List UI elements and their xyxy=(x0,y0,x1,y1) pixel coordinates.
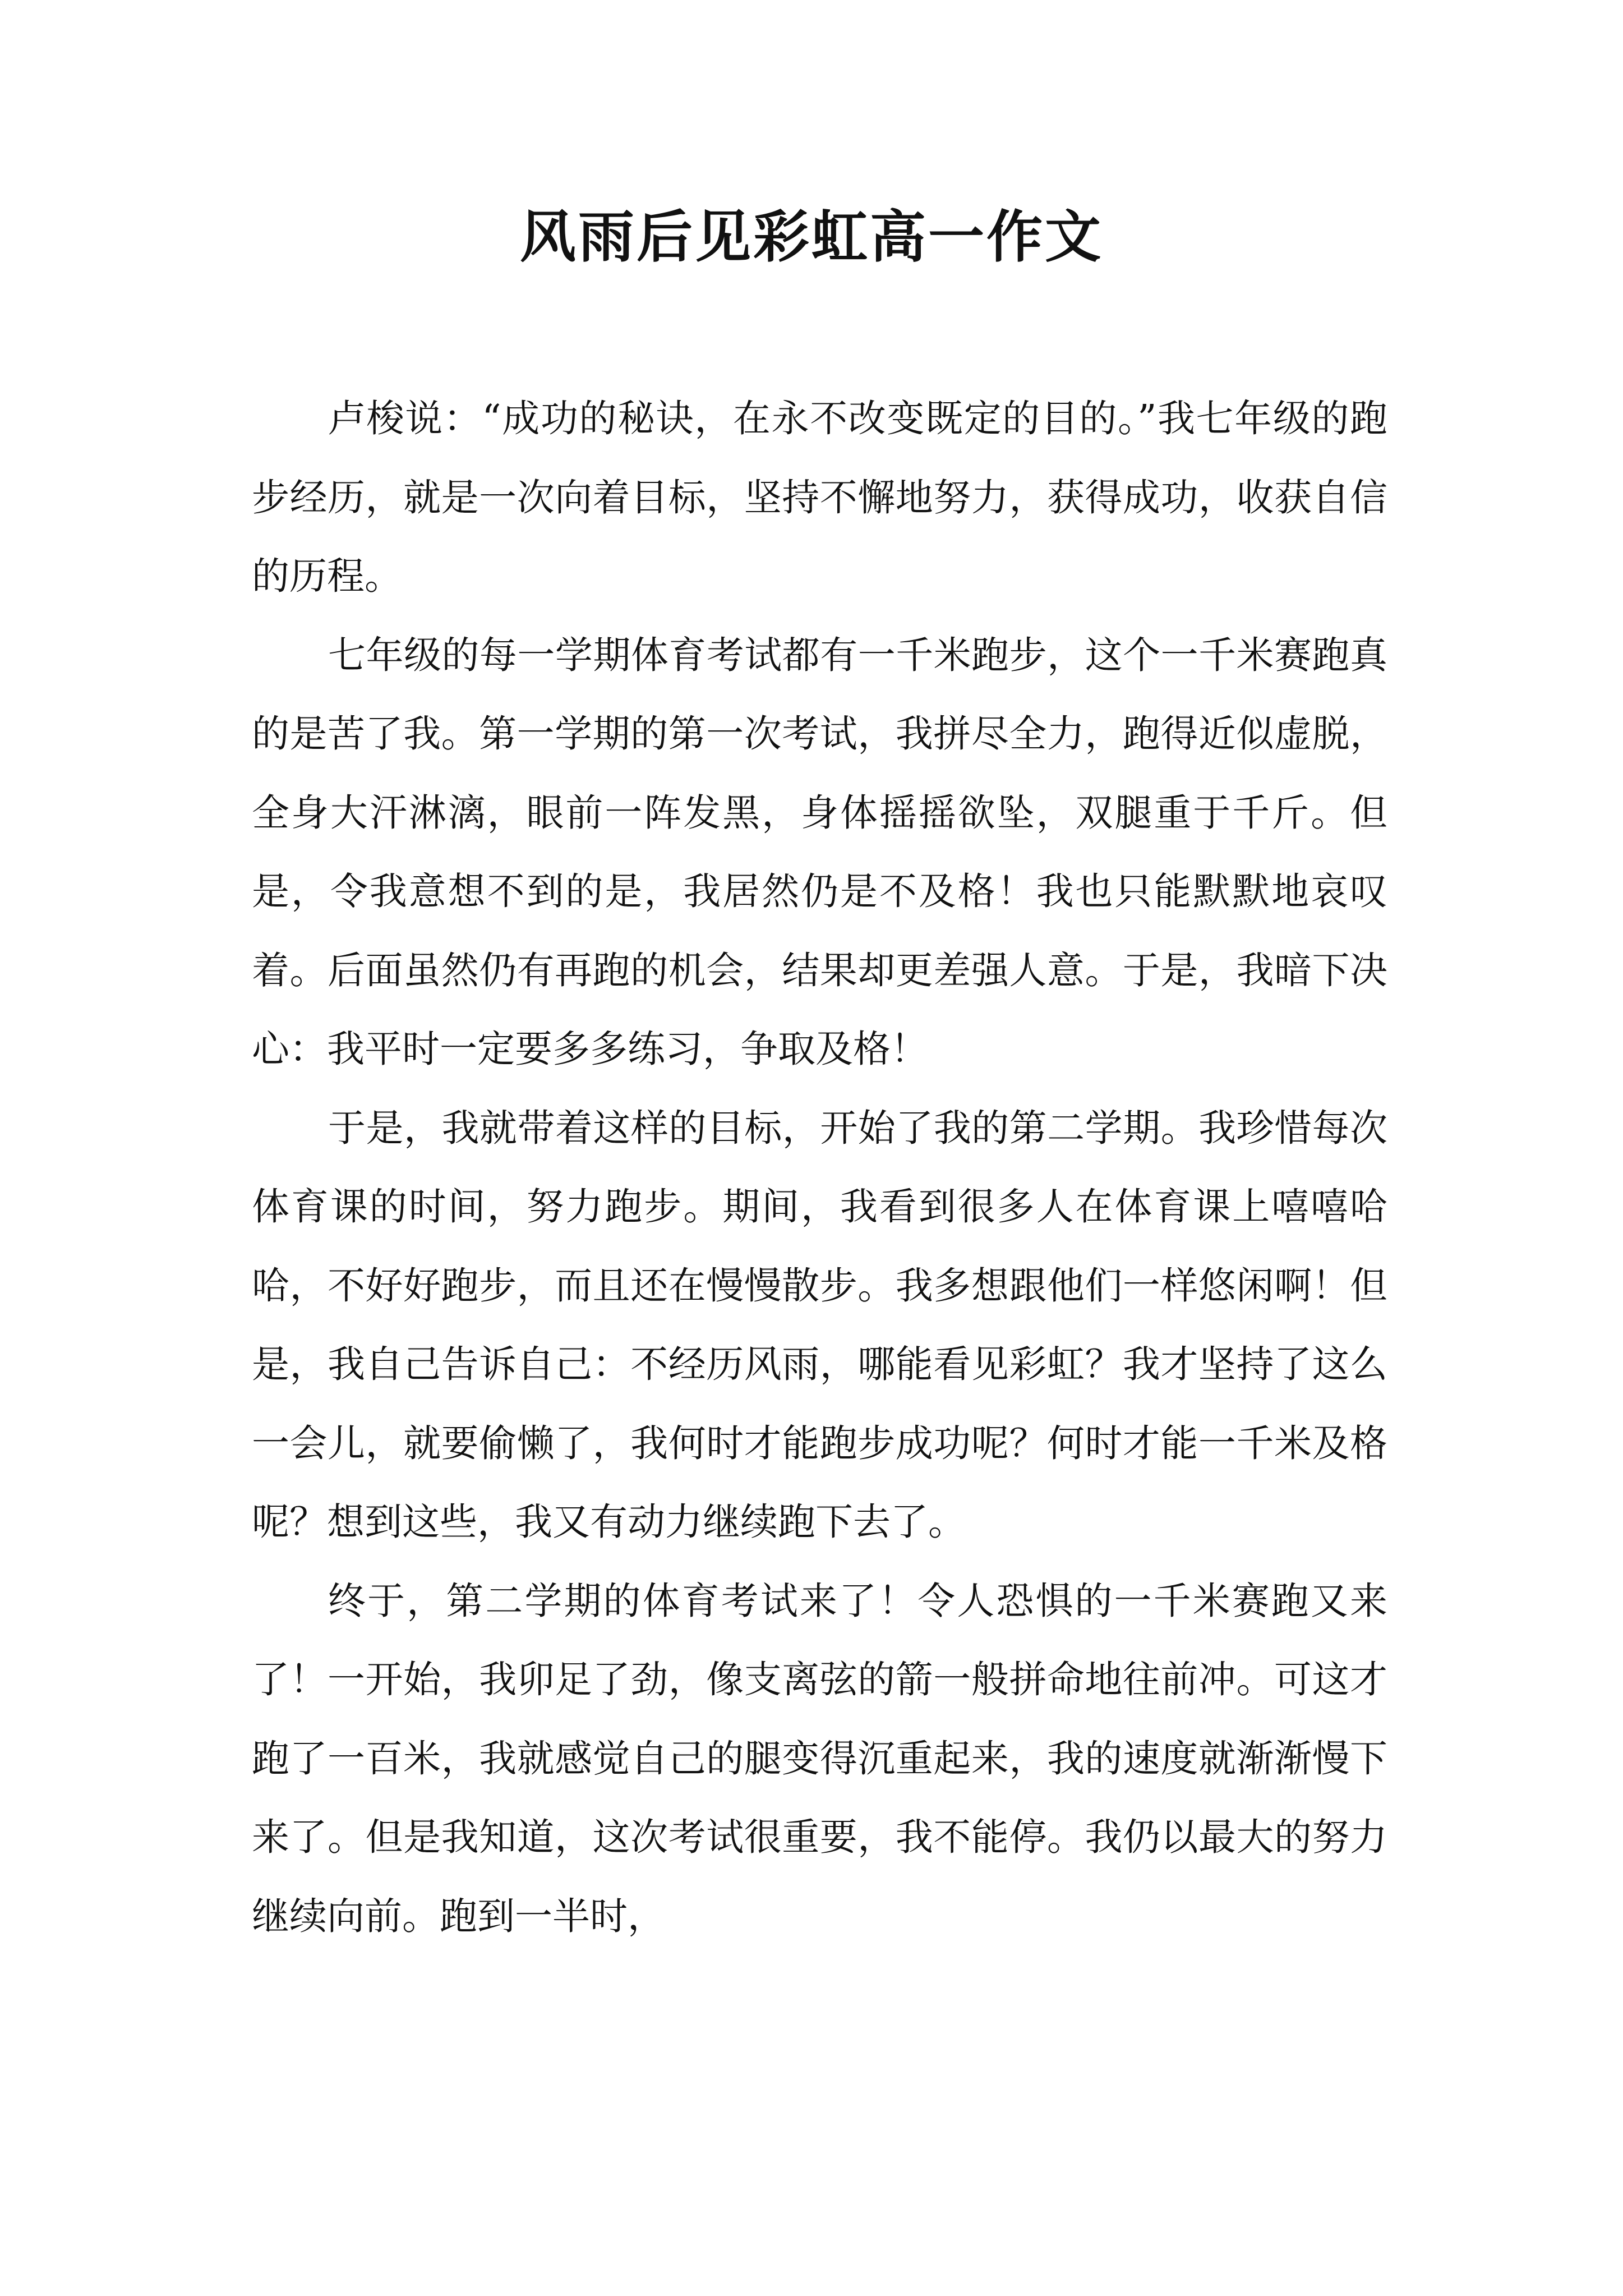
paragraph-1: 卢梭说：“成功的秘诀，在永不改变既定的目的。”我七年级的跑步经历，就是一次向着目标，坚持不懈地努力，获得成功，收获自信的历程。 xyxy=(252,397,1387,598)
document-title: 风雨后见彩虹高一作文 xyxy=(520,204,1103,270)
paragraph-4: 终于，第二学期的体育考试来了！令人恐惧的一千米赛跑又来了！一开始，我卯足了劲，像支离弦的箭一般拼命地往前冲。可这才跑了一百米，我就感觉自己的腿变得沉重起来，我的速度就渐渐慢下来了。但是我知道，这次考试很重要，我不能停。我仍以最大的努力继续向前。跑到一半时， xyxy=(252,1579,1387,1938)
document-body xyxy=(252,379,1387,1955)
paragraph-3: 于是，我就带着这样的目标，开始了我的第二学期。我珍惜每次体育课的时间，努力跑步。期间，我看到很多人在体育课上嘻嘻哈哈，不好好跑步，而且还在慢慢散步。我多想跟他们一样悠闲啊！但是，我自己告诉自己：不经历风雨，哪能看见彩虹？我才坚持了这么一会儿，就要偷懒了，我何时才能跑步成功呢？何时才能一千米及格呢？想到这些，我又有动力继续跑下去了。 xyxy=(252,1106,1387,1544)
paragraph-2: 七年级的每一学期体育考试都有一千米跑步，这个一千米赛跑真的是苦了我。第一学期的第一次考试，我拼尽全力，跑得近似虚脱，全身大汗淋漓，眼前一阵发黑，身体摇摇欲坠，双腿重于千斤。但是，令我意想不到的是，我居然仍是不及格！我也只能默默地哀叹着。后面虽然仍有再跑的机会，结果却更差强人意。于是，我暗下决心：我平时一定要多多练习，争取及格！ xyxy=(252,633,1387,1071)
